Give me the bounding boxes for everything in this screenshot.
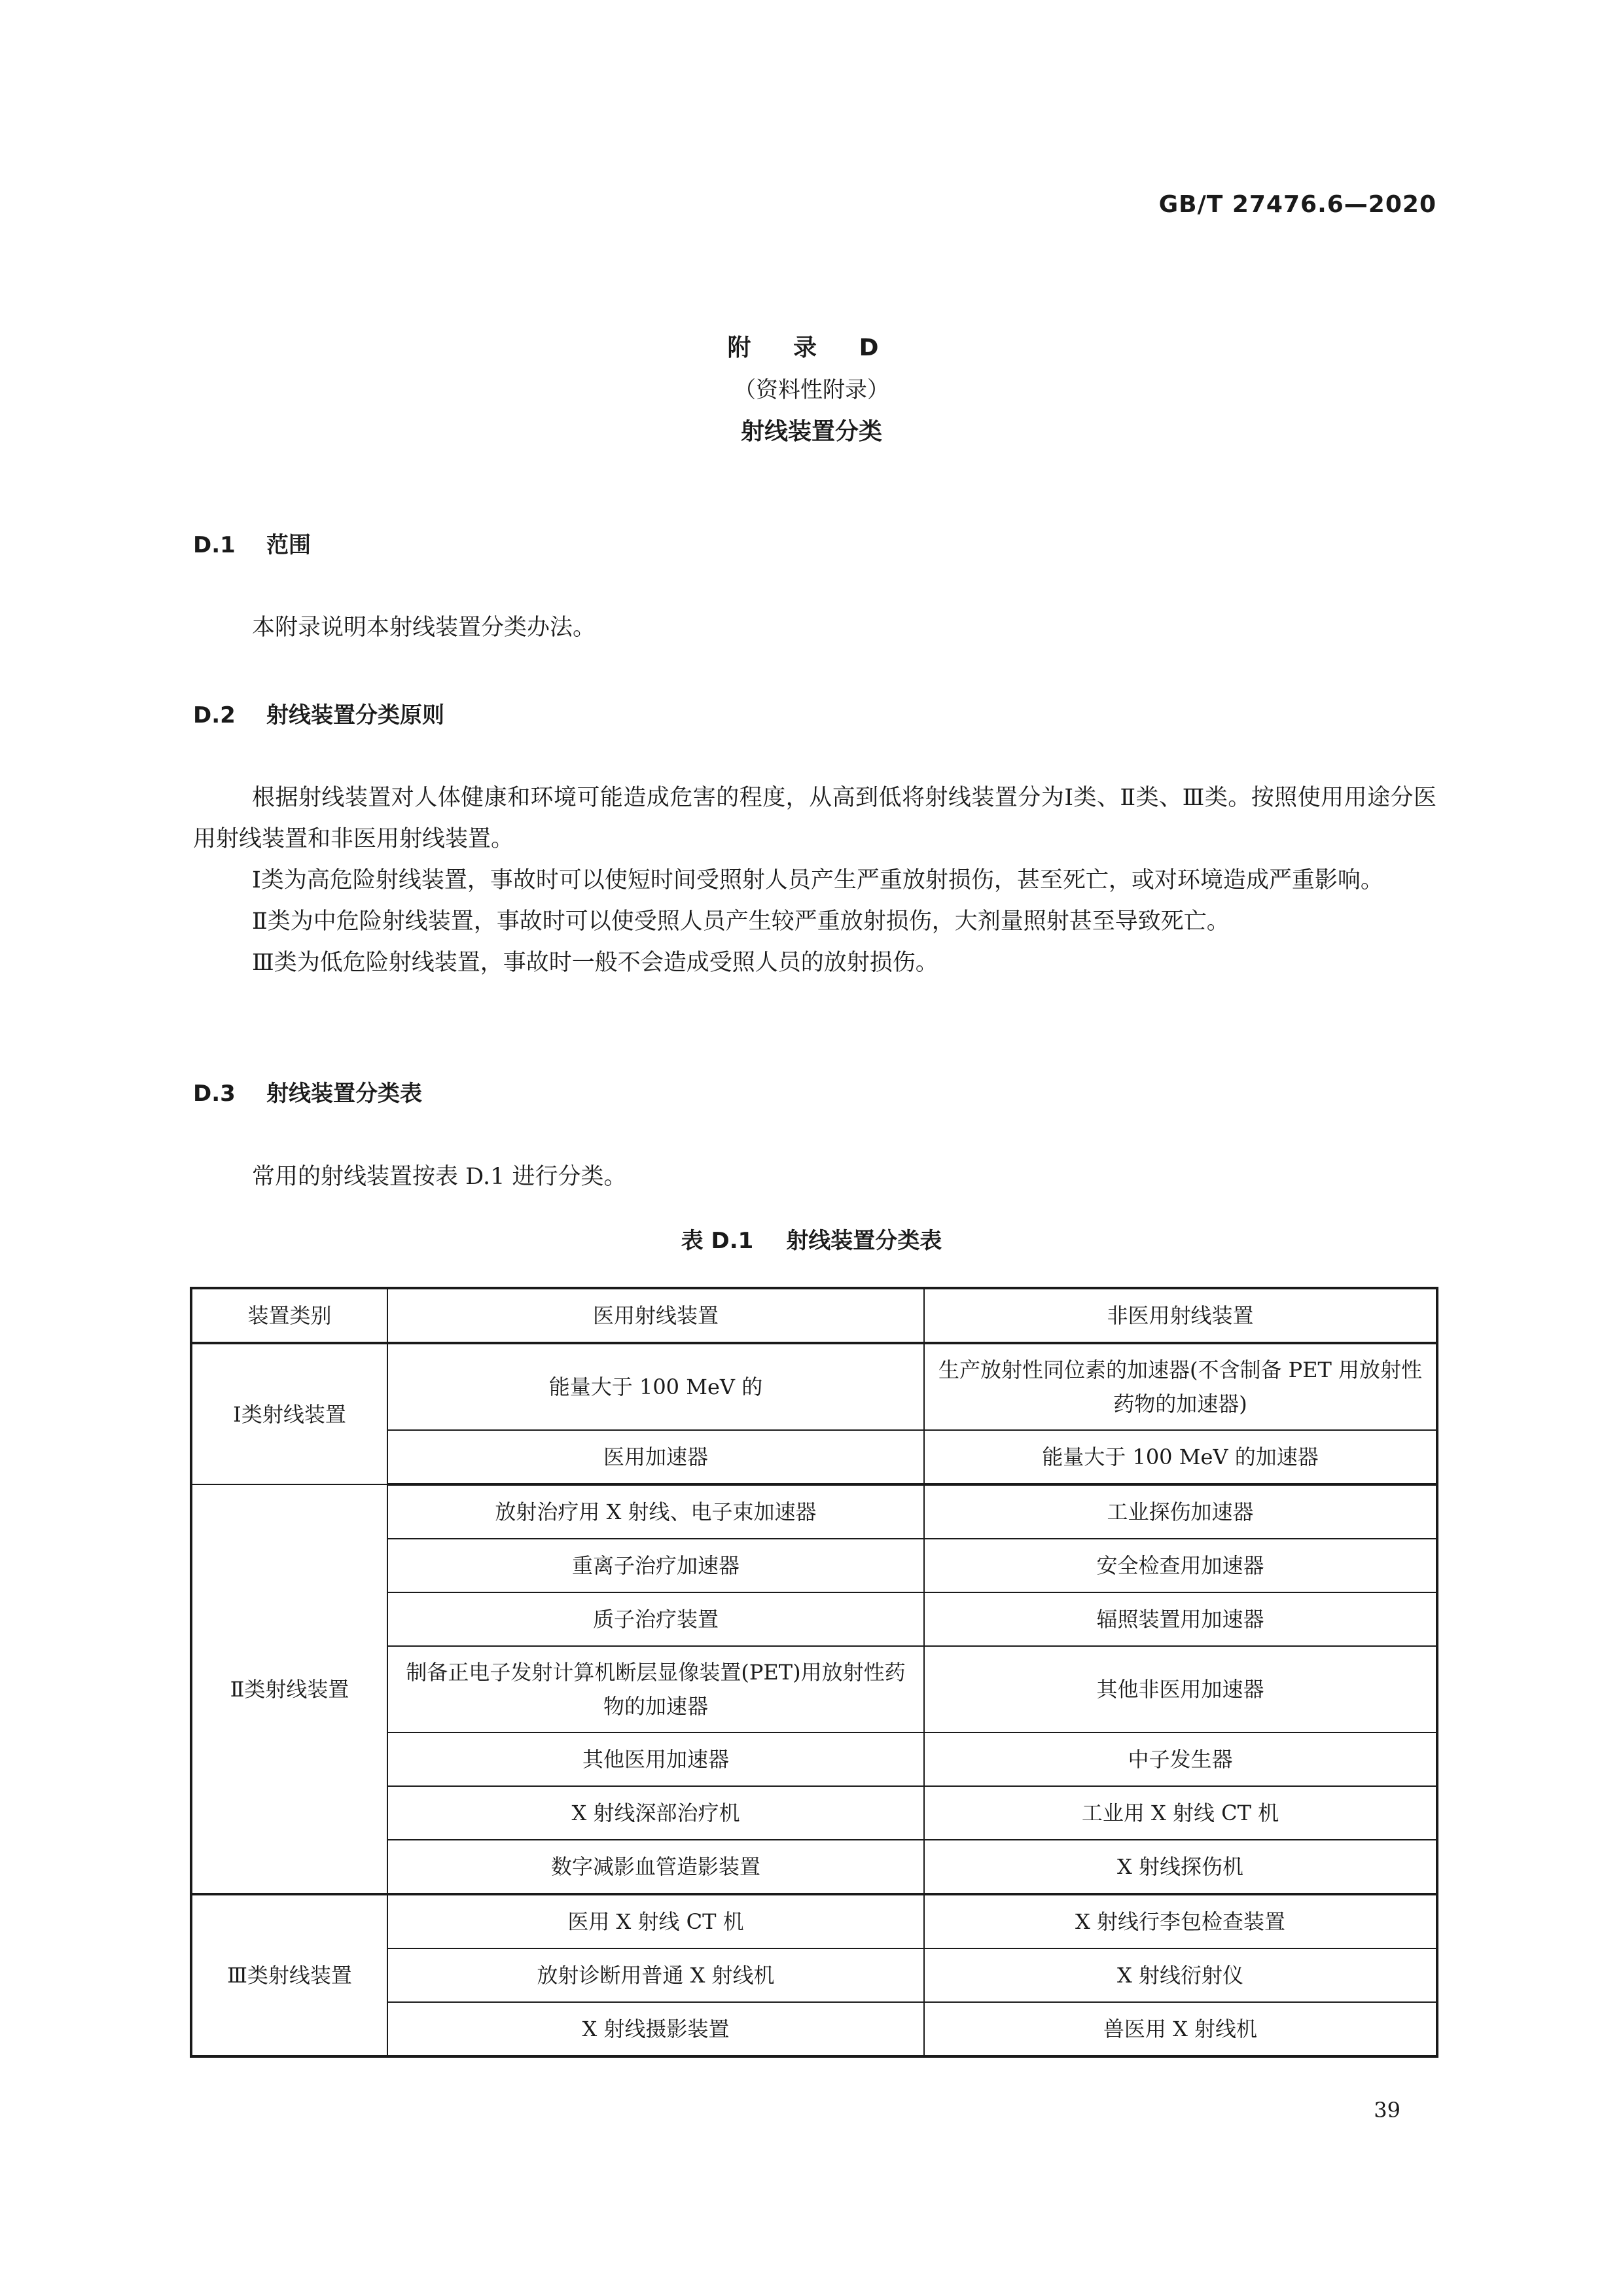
- section-number: D.1: [193, 532, 236, 558]
- table-cell: X 射线摄影装置: [387, 2002, 924, 2056]
- table-row: [191, 1484, 1437, 1539]
- classification-table: [190, 1287, 1438, 2058]
- table-row: [191, 1894, 1437, 1948]
- table-cell: 质子治疗装置: [387, 1592, 924, 1646]
- category-cell: Ⅰ类射线装置: [191, 1343, 387, 1484]
- table-caption: [0, 1223, 1623, 1255]
- table-cell: 中子发生器: [924, 1732, 1437, 1786]
- table-cell: 放射诊断用普通 X 射线机: [387, 1948, 924, 2002]
- standard-number: GB/T 27476.6—2020: [1158, 191, 1436, 218]
- table-cell: 辐照装置用加速器: [924, 1592, 1437, 1646]
- section-heading-d1: [193, 527, 311, 559]
- section-heading-d2: [193, 697, 444, 729]
- table-cell: X 射线行李包检查装置: [924, 1894, 1437, 1948]
- paragraph: 根据射线装置对人体健康和环境可能造成危害的程度，从高到低将射线装置分为Ⅰ类、Ⅱ类、Ⅲ类。按照使用用途分医用射线装置和非医用射线装置。: [193, 785, 1436, 852]
- table-cell: 医用加速器: [387, 1430, 924, 1484]
- section-title: 范围: [266, 532, 311, 558]
- section-title: 射线装置分类原则: [266, 702, 444, 728]
- table-cell: 工业探伤加速器: [924, 1484, 1437, 1539]
- paragraph: 常用的射线装置按表 D.1 进行分类。: [252, 1164, 627, 1190]
- table-cell: X 射线探伤机: [924, 1840, 1437, 1894]
- table-cell: 安全检查用加速器: [924, 1539, 1437, 1592]
- table-number: 表 D.1: [681, 1228, 754, 1254]
- table-cell: 生产放射性同位素的加速器(不含制备 PET 用放射性药物的加速器): [924, 1343, 1437, 1430]
- section-number: D.2: [193, 702, 236, 728]
- paragraph: Ⅰ类为高危险射线装置，事故时可以使短时间受照射人员产生严重放射损伤，甚至死亡，或对环境造成严重影响。: [252, 867, 1383, 893]
- table-cell: X 射线衍射仪: [924, 1948, 1437, 2002]
- annex-type: （资料性附录）: [734, 377, 889, 403]
- section-title: 射线装置分类表: [266, 1081, 422, 1107]
- table-header-row: [191, 1288, 1437, 1343]
- table-cell: 重离子治疗加速器: [387, 1539, 924, 1592]
- category-cell: Ⅲ类射线装置: [191, 1894, 387, 2056]
- table-cell: 医用 X 射线 CT 机: [387, 1894, 924, 1948]
- table-cell: 制备正电子发射计算机断层显像装置(PET)用放射性药物的加速器: [387, 1646, 924, 1732]
- table-cell: 其他非医用加速器: [924, 1646, 1437, 1732]
- paragraph: 本附录说明本射线装置分类办法。: [252, 615, 596, 641]
- table-cell: 兽医用 X 射线机: [924, 2002, 1437, 2056]
- paragraph: Ⅲ类为低危险射线装置，事故时一般不会造成受照人员的放射损伤。: [252, 950, 938, 976]
- section-d2-body: [193, 778, 1436, 984]
- section-heading-d3: [193, 1075, 422, 1107]
- table-cell: X 射线深部治疗机: [387, 1786, 924, 1840]
- annex-title: 射线装置分类: [740, 418, 882, 445]
- header-cell: 装置类别: [191, 1288, 387, 1343]
- header-cell: 非医用射线装置: [924, 1288, 1437, 1343]
- table-cell: 数字减影血管造影装置: [387, 1840, 924, 1894]
- section-d3-body: [193, 1157, 1436, 1198]
- annex-label: 附 录 D: [727, 334, 896, 361]
- table-cell: 其他医用加速器: [387, 1732, 924, 1786]
- section-number: D.3: [193, 1081, 236, 1107]
- header-cell: 医用射线装置: [387, 1288, 924, 1343]
- section-d1-body: [193, 607, 1436, 649]
- table-cell: 工业用 X 射线 CT 机: [924, 1786, 1437, 1840]
- table-row: [191, 1343, 1437, 1430]
- paragraph: Ⅱ类为中危险射线装置，事故时可以使受照人员产生较严重放射损伤，大剂量照射甚至导致死亡。: [252, 908, 1230, 935]
- table-cell: 能量大于 100 MeV 的: [387, 1343, 924, 1430]
- annex-title-block: [0, 327, 1623, 453]
- table-title: 射线装置分类表: [786, 1228, 942, 1254]
- category-cell: Ⅱ类射线装置: [191, 1484, 387, 1894]
- table-cell: 放射治疗用 X 射线、电子束加速器: [387, 1484, 924, 1539]
- table-cell: 能量大于 100 MeV 的加速器: [924, 1430, 1437, 1484]
- page-number: 39: [1374, 2098, 1400, 2123]
